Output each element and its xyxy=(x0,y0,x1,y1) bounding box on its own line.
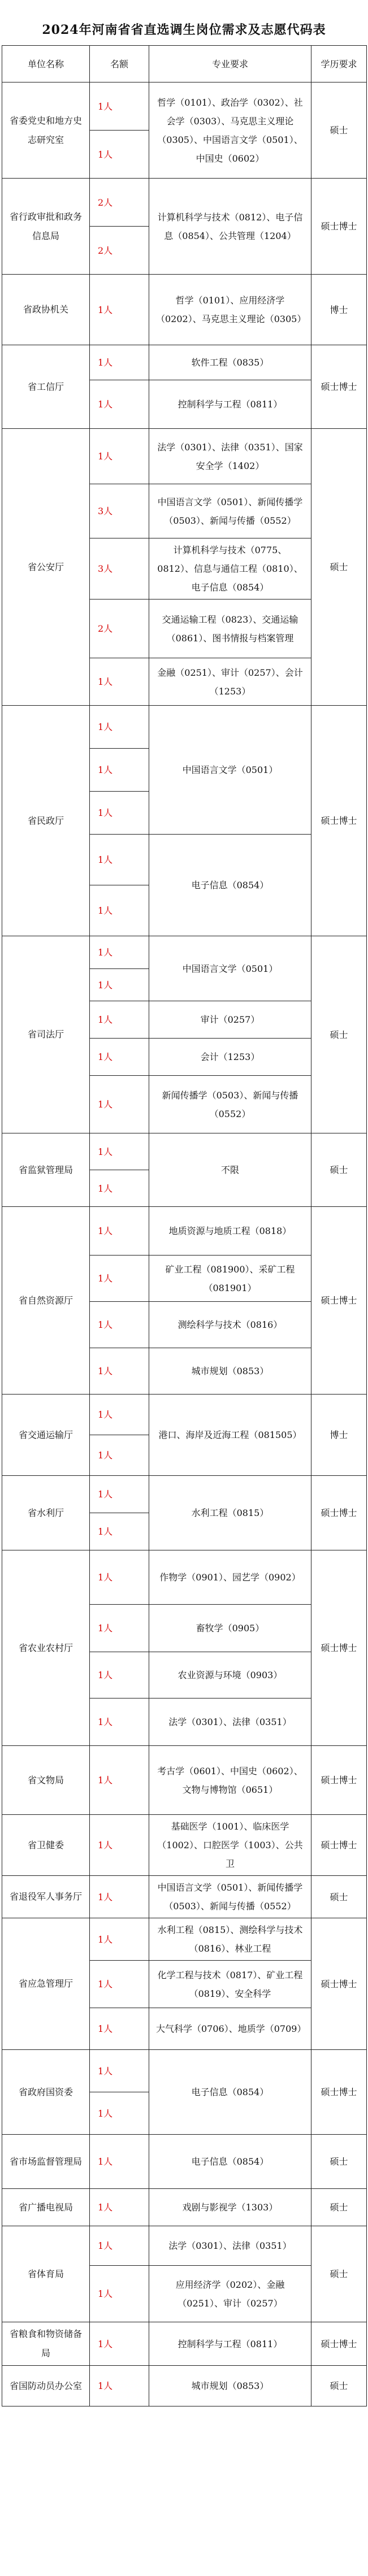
unit-name: 省粮食和物资储备局 xyxy=(2,2322,90,2366)
major-cell: 测绘科学与技术（0816） xyxy=(149,1302,311,1348)
table-row xyxy=(2,1207,367,1256)
unit-name: 省交通运输厅 xyxy=(2,1395,90,1476)
unit-name: 省监狱管理局 xyxy=(2,1133,90,1207)
quota-cell: 1人 xyxy=(90,1876,149,1918)
quota-cell: 1人 xyxy=(90,885,149,936)
major-cell: 大气科学（0706）、地质学（0709） xyxy=(149,2008,311,2050)
degree-cell: 硕士 xyxy=(311,936,367,1133)
major-cell: 化学工程与技术（0817）、矿业工程（0819）、安全科学 xyxy=(149,1961,311,2008)
header-major: 专业要求 xyxy=(149,46,311,82)
degree-cell: 硕士博士 xyxy=(311,345,367,429)
degree-cell: 硕士 xyxy=(311,2135,367,2189)
table-row xyxy=(2,2366,367,2406)
degree-cell: 硕士博士 xyxy=(311,1550,367,1746)
table-row xyxy=(2,1918,367,1961)
quota-cell: 1人 xyxy=(90,658,149,706)
major-cell: 交通运输工程（0823）、交通运输（0861）、图书情报与档案管理 xyxy=(149,600,311,658)
major-cell: 电子信息（0854） xyxy=(149,2135,311,2189)
table-row xyxy=(2,275,367,345)
unit-name: 省行政审批和政务信息局 xyxy=(2,179,90,275)
major-cell: 矿业工程（081900）、采矿工程（081901） xyxy=(149,1256,311,1302)
quota-cell: 1人 xyxy=(90,749,149,792)
unit-name: 省国防动员办公室 xyxy=(2,2366,90,2406)
major-cell: 中国语言文学（0501）、新闻传播学（0503）、新闻与传播（0552） xyxy=(149,1876,311,1918)
major-cell: 计算机科学与技术（0775、0812）、信息与通信工程（0810）、电子信息（0854） xyxy=(149,538,311,600)
degree-cell: 硕士 xyxy=(311,82,367,179)
quota-cell: 1人 xyxy=(90,835,149,885)
quota-cell: 1人 xyxy=(90,345,149,380)
major-cell: 金融（0251）、审计（0257）、会计（1253） xyxy=(149,658,311,706)
major-cell: 法学（0301）、法律（0351） xyxy=(149,2226,311,2266)
quota-cell: 2人 xyxy=(90,179,149,227)
unit-name: 省卫健委 xyxy=(2,1815,90,1876)
quota-cell: 1人 xyxy=(90,275,149,345)
table-row xyxy=(2,1815,367,1876)
quota-cell: 1人 xyxy=(90,1256,149,1302)
quota-cell: 1人 xyxy=(90,380,149,429)
degree-cell: 硕士博士 xyxy=(311,1815,367,1876)
major-cell: 新闻传播学（0503）、新闻与传播（0552） xyxy=(149,1076,311,1133)
quota-cell: 1人 xyxy=(90,1476,149,1513)
quota-cell: 1人 xyxy=(90,1170,149,1207)
major-cell: 基础医学（1001）、临床医学（1002）、口腔医学（1003）、公共卫 xyxy=(149,1815,311,1876)
quota-cell: 1人 xyxy=(90,1746,149,1815)
major-cell: 电子信息（0854） xyxy=(149,835,311,936)
major-cell: 港口、海岸及近海工程（081505） xyxy=(149,1395,311,1476)
unit-name: 省政府国资委 xyxy=(2,2050,90,2135)
quota-cell: 1人 xyxy=(90,131,149,179)
unit-name: 省民政厅 xyxy=(2,706,90,936)
major-cell: 水利工程（0815）、测绘科学与技术（0816）、林业工程 xyxy=(149,1918,311,1961)
unit-name: 省体育局 xyxy=(2,2226,90,2322)
degree-cell: 硕士 xyxy=(311,2226,367,2322)
quota-cell: 1人 xyxy=(90,2050,149,2092)
quota-cell: 1人 xyxy=(90,936,149,969)
page-title: 2024年河南省省直选调生岗位需求及志愿代码表 xyxy=(42,23,326,37)
position-table xyxy=(2,45,367,2406)
table-row xyxy=(2,2135,367,2189)
quota-cell: 1人 xyxy=(90,1550,149,1605)
table-row xyxy=(2,1395,367,1435)
major-cell: 戏剧与影视学（1303） xyxy=(149,2189,311,2226)
major-cell: 法学（0301）、法律（0351） xyxy=(149,1698,311,1746)
major-cell: 哲学（0101）、政治学（0302）、社会学（0303）、马克思主义理论（0305）、中国语言文学（0501）、中国史（0602） xyxy=(149,82,311,179)
unit-name: 省农业农村厅 xyxy=(2,1550,90,1746)
degree-cell: 硕士博士 xyxy=(311,179,367,275)
major-cell: 软件工程（0835） xyxy=(149,345,311,380)
degree-cell: 硕士博士 xyxy=(311,1476,367,1550)
major-cell: 地质资源与地质工程（0818） xyxy=(149,1207,311,1256)
major-cell: 水利工程（0815） xyxy=(149,1476,311,1550)
quota-cell: 1人 xyxy=(90,792,149,835)
quota-cell: 1人 xyxy=(90,2366,149,2406)
table-body xyxy=(2,82,367,2406)
major-cell: 城市规划（0853） xyxy=(149,2366,311,2406)
table-row xyxy=(2,2226,367,2266)
degree-cell: 硕士 xyxy=(311,2366,367,2406)
table-row xyxy=(2,345,367,380)
table-row xyxy=(2,2050,367,2092)
table-row xyxy=(2,1746,367,1815)
unit-name: 省退役军人事务厅 xyxy=(2,1876,90,1918)
major-cell: 电子信息（0854） xyxy=(149,2050,311,2135)
quota-cell: 1人 xyxy=(90,1133,149,1170)
major-cell: 畜牧学（0905） xyxy=(149,1605,311,1652)
quota-cell: 1人 xyxy=(90,969,149,1001)
quota-cell: 1人 xyxy=(90,2266,149,2322)
quota-cell: 1人 xyxy=(90,1395,149,1435)
quota-cell: 1人 xyxy=(90,2189,149,2226)
quota-cell: 1人 xyxy=(90,1918,149,1961)
quota-cell: 1人 xyxy=(90,2322,149,2366)
unit-name: 省工信厅 xyxy=(2,345,90,429)
quota-cell: 3人 xyxy=(90,484,149,538)
quota-cell: 1人 xyxy=(90,706,149,749)
quota-cell: 1人 xyxy=(90,82,149,131)
major-cell: 城市规划（0853） xyxy=(149,1348,311,1395)
unit-name: 省文物局 xyxy=(2,1746,90,1815)
unit-name: 省自然资源厅 xyxy=(2,1207,90,1395)
major-cell: 审计（0257） xyxy=(149,1001,311,1039)
degree-cell: 硕士 xyxy=(311,1876,367,1918)
quota-cell: 2人 xyxy=(90,227,149,275)
quota-cell: 1人 xyxy=(90,1513,149,1550)
table-row xyxy=(2,82,367,131)
degree-cell: 硕士博士 xyxy=(311,1746,367,1815)
unit-name: 省广播电视局 xyxy=(2,2189,90,2226)
major-cell: 应用经济学（0202）、金融（0251）、审计（0257） xyxy=(149,2266,311,2322)
degree-cell: 硕士博士 xyxy=(311,2322,367,2366)
quota-cell: 1人 xyxy=(90,2226,149,2266)
table-row xyxy=(2,1876,367,1918)
major-cell: 控制科学与工程（0811） xyxy=(149,380,311,429)
table-row xyxy=(2,179,367,227)
major-cell: 中国语言文学（0501） xyxy=(149,936,311,1001)
quota-cell: 1人 xyxy=(90,2092,149,2135)
unit-name: 省公安厅 xyxy=(2,429,90,706)
major-cell: 控制科学与工程（0811） xyxy=(149,2322,311,2366)
major-cell: 中国语言文学（0501） xyxy=(149,706,311,835)
quota-cell: 1人 xyxy=(90,1698,149,1746)
quota-cell: 1人 xyxy=(90,1652,149,1698)
major-cell: 不限 xyxy=(149,1133,311,1207)
quota-cell: 1人 xyxy=(90,1815,149,1876)
degree-cell: 硕士博士 xyxy=(311,1918,367,2050)
quota-cell: 1人 xyxy=(90,1605,149,1652)
quota-cell: 1人 xyxy=(90,1961,149,2008)
header-quota: 名额 xyxy=(90,46,149,82)
unit-name: 省政协机关 xyxy=(2,275,90,345)
unit-name: 省水利厅 xyxy=(2,1476,90,1550)
degree-cell: 硕士博士 xyxy=(311,2050,367,2135)
quota-cell: 2人 xyxy=(90,600,149,658)
table-row xyxy=(2,429,367,484)
unit-name: 省委党史和地方史志研究室 xyxy=(2,82,90,179)
degree-cell: 博士 xyxy=(311,275,367,345)
unit-name: 省司法厅 xyxy=(2,936,90,1133)
table-row xyxy=(2,1476,367,1513)
major-cell: 中国语言文学（0501）、新闻传播学（0503）、新闻与传播（0552） xyxy=(149,484,311,538)
degree-cell: 硕士 xyxy=(311,1133,367,1207)
major-cell: 作物学（0901）、园艺学（0902） xyxy=(149,1550,311,1605)
quota-cell: 1人 xyxy=(90,429,149,484)
major-cell: 哲学（0101）、应用经济学（0202）、马克思主义理论（0305） xyxy=(149,275,311,345)
table-row xyxy=(2,1550,367,1605)
major-cell: 考古学（0601）、中国史（0602）、文物与博物馆（0651） xyxy=(149,1746,311,1815)
table-row xyxy=(2,936,367,969)
degree-cell: 博士 xyxy=(311,1395,367,1476)
degree-cell: 硕士 xyxy=(311,2189,367,2226)
quota-cell: 1人 xyxy=(90,1435,149,1476)
quota-cell: 1人 xyxy=(90,2135,149,2189)
quota-cell: 1人 xyxy=(90,1207,149,1256)
quota-cell: 1人 xyxy=(90,2008,149,2050)
quota-cell: 1人 xyxy=(90,1001,149,1039)
table-row xyxy=(2,2322,367,2366)
quota-cell: 1人 xyxy=(90,1076,149,1133)
table-row xyxy=(2,706,367,749)
degree-cell: 硕士博士 xyxy=(311,706,367,936)
major-cell: 计算机科学与技术（0812）、电子信息（0854）、公共管理（1204） xyxy=(149,179,311,275)
major-cell: 农业资源与环境（0903） xyxy=(149,1652,311,1698)
unit-name: 省市场监督管理局 xyxy=(2,2135,90,2189)
table-row xyxy=(2,1133,367,1170)
quota-cell: 3人 xyxy=(90,538,149,600)
header-unit: 单位名称 xyxy=(2,46,90,82)
major-cell: 法学（0301）、法律（0351）、国家安全学（1402） xyxy=(149,429,311,484)
degree-cell: 硕士 xyxy=(311,429,367,706)
quota-cell: 1人 xyxy=(90,1039,149,1076)
degree-cell: 硕士博士 xyxy=(311,1207,367,1395)
major-cell: 会计（1253） xyxy=(149,1039,311,1076)
table-row xyxy=(2,2189,367,2226)
quota-cell: 1人 xyxy=(90,1302,149,1348)
header-row xyxy=(2,46,367,82)
unit-name: 省应急管理厅 xyxy=(2,1918,90,2050)
quota-cell: 1人 xyxy=(90,1348,149,1395)
header-degree: 学历要求 xyxy=(311,46,367,82)
